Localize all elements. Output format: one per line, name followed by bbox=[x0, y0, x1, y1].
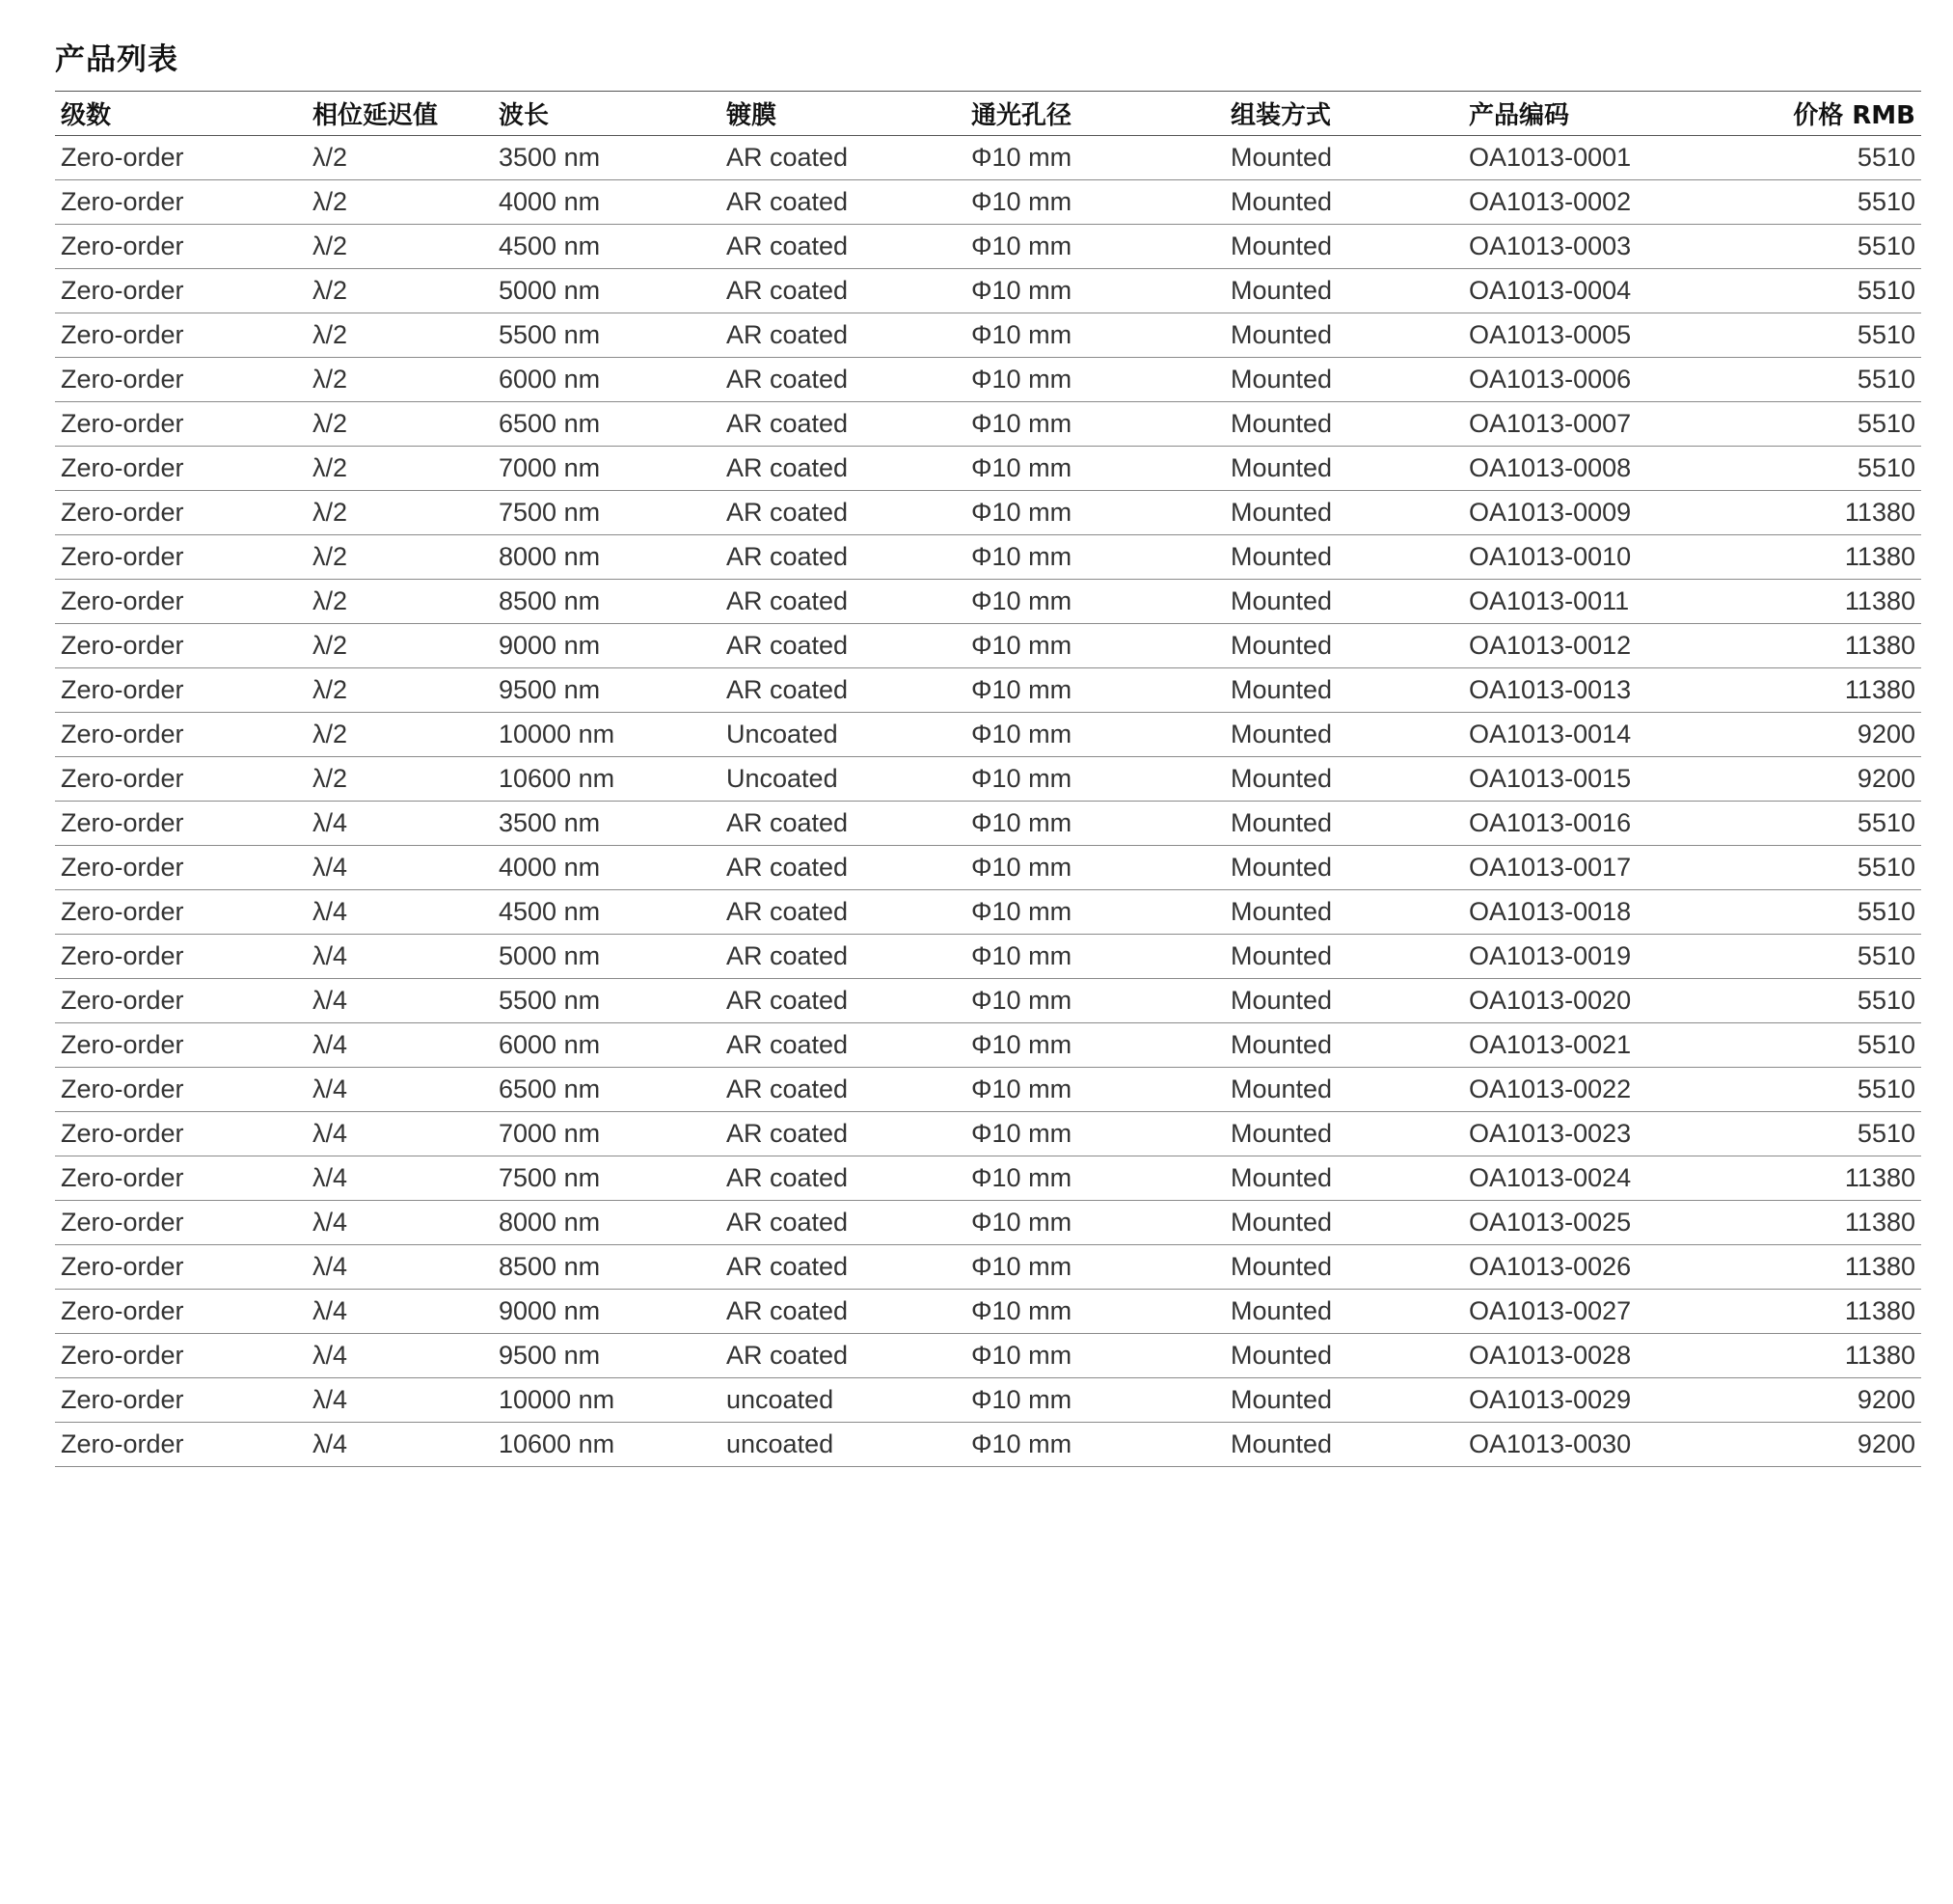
cell-wavelength: 6500 nm bbox=[493, 402, 720, 447]
cell-price: 11380 bbox=[1738, 1290, 1921, 1334]
cell-price: 11380 bbox=[1738, 1156, 1921, 1201]
cell-retardance: λ/2 bbox=[307, 624, 493, 668]
cell-coating: AR coated bbox=[720, 1156, 965, 1201]
cell-wavelength: 7000 nm bbox=[493, 447, 720, 491]
table-row bbox=[55, 180, 1921, 225]
cell-wavelength: 7000 nm bbox=[493, 1112, 720, 1156]
cell-order: Zero-order bbox=[55, 491, 307, 535]
cell-product-code: OA1013-0005 bbox=[1463, 313, 1738, 358]
cell-product-code: OA1013-0028 bbox=[1463, 1334, 1738, 1378]
cell-aperture: Φ10 mm bbox=[965, 402, 1225, 447]
cell-order: Zero-order bbox=[55, 313, 307, 358]
table-row bbox=[55, 890, 1921, 935]
table-row bbox=[55, 313, 1921, 358]
cell-retardance: λ/4 bbox=[307, 935, 493, 979]
cell-order: Zero-order bbox=[55, 624, 307, 668]
table-row bbox=[55, 802, 1921, 846]
cell-coating: AR coated bbox=[720, 1068, 965, 1112]
cell-product-code: OA1013-0020 bbox=[1463, 979, 1738, 1023]
table-row bbox=[55, 1334, 1921, 1378]
cell-retardance: λ/4 bbox=[307, 1068, 493, 1112]
cell-coating: Uncoated bbox=[720, 713, 965, 757]
cell-order: Zero-order bbox=[55, 580, 307, 624]
cell-retardance: λ/4 bbox=[307, 1290, 493, 1334]
cell-wavelength: 10600 nm bbox=[493, 1423, 720, 1467]
table-header bbox=[55, 92, 1921, 136]
cell-coating: AR coated bbox=[720, 447, 965, 491]
cell-retardance: λ/2 bbox=[307, 491, 493, 535]
cell-order: Zero-order bbox=[55, 1378, 307, 1423]
cell-retardance: λ/4 bbox=[307, 1378, 493, 1423]
cell-wavelength: 9500 nm bbox=[493, 1334, 720, 1378]
cell-aperture: Φ10 mm bbox=[965, 180, 1225, 225]
table-row bbox=[55, 491, 1921, 535]
cell-mounting: Mounted bbox=[1225, 1112, 1463, 1156]
cell-product-code: OA1013-0010 bbox=[1463, 535, 1738, 580]
cell-product-code: OA1013-0025 bbox=[1463, 1201, 1738, 1245]
column-header-product-code: 产品编码 bbox=[1463, 92, 1738, 136]
cell-retardance: λ/4 bbox=[307, 802, 493, 846]
cell-mounting: Mounted bbox=[1225, 713, 1463, 757]
cell-order: Zero-order bbox=[55, 1068, 307, 1112]
cell-wavelength: 8000 nm bbox=[493, 1201, 720, 1245]
cell-order: Zero-order bbox=[55, 358, 307, 402]
cell-coating: Uncoated bbox=[720, 757, 965, 802]
cell-order: Zero-order bbox=[55, 535, 307, 580]
cell-aperture: Φ10 mm bbox=[965, 313, 1225, 358]
cell-wavelength: 8500 nm bbox=[493, 1245, 720, 1290]
cell-wavelength: 5500 nm bbox=[493, 313, 720, 358]
cell-coating: AR coated bbox=[720, 1112, 965, 1156]
cell-retardance: λ/2 bbox=[307, 136, 493, 180]
cell-coating: AR coated bbox=[720, 535, 965, 580]
table-row bbox=[55, 1290, 1921, 1334]
table-row bbox=[55, 935, 1921, 979]
cell-retardance: λ/2 bbox=[307, 757, 493, 802]
table-row bbox=[55, 447, 1921, 491]
cell-aperture: Φ10 mm bbox=[965, 802, 1225, 846]
cell-retardance: λ/4 bbox=[307, 1334, 493, 1378]
column-header-coating: 镀膜 bbox=[720, 92, 965, 136]
column-header-wavelength: 波长 bbox=[493, 92, 720, 136]
cell-retardance: λ/2 bbox=[307, 402, 493, 447]
table-body bbox=[55, 136, 1921, 1467]
cell-aperture: Φ10 mm bbox=[965, 624, 1225, 668]
cell-coating: AR coated bbox=[720, 269, 965, 313]
cell-order: Zero-order bbox=[55, 846, 307, 890]
cell-mounting: Mounted bbox=[1225, 757, 1463, 802]
cell-product-code: OA1013-0026 bbox=[1463, 1245, 1738, 1290]
cell-order: Zero-order bbox=[55, 447, 307, 491]
cell-retardance: λ/2 bbox=[307, 713, 493, 757]
cell-retardance: λ/4 bbox=[307, 846, 493, 890]
cell-wavelength: 6000 nm bbox=[493, 358, 720, 402]
cell-aperture: Φ10 mm bbox=[965, 1023, 1225, 1068]
cell-product-code: OA1013-0006 bbox=[1463, 358, 1738, 402]
column-header-mounting: 组装方式 bbox=[1225, 92, 1463, 136]
cell-retardance: λ/4 bbox=[307, 1201, 493, 1245]
cell-order: Zero-order bbox=[55, 757, 307, 802]
cell-retardance: λ/2 bbox=[307, 269, 493, 313]
cell-order: Zero-order bbox=[55, 1290, 307, 1334]
table-row bbox=[55, 757, 1921, 802]
cell-product-code: OA1013-0003 bbox=[1463, 225, 1738, 269]
cell-product-code: OA1013-0016 bbox=[1463, 802, 1738, 846]
cell-wavelength: 7500 nm bbox=[493, 491, 720, 535]
cell-aperture: Φ10 mm bbox=[965, 979, 1225, 1023]
cell-aperture: Φ10 mm bbox=[965, 757, 1225, 802]
column-header-retardance: 相位延迟值 bbox=[307, 92, 493, 136]
cell-wavelength: 5500 nm bbox=[493, 979, 720, 1023]
cell-product-code: OA1013-0013 bbox=[1463, 668, 1738, 713]
cell-wavelength: 9000 nm bbox=[493, 624, 720, 668]
cell-wavelength: 9500 nm bbox=[493, 668, 720, 713]
table-row bbox=[55, 1068, 1921, 1112]
cell-mounting: Mounted bbox=[1225, 1023, 1463, 1068]
cell-aperture: Φ10 mm bbox=[965, 580, 1225, 624]
product-table bbox=[55, 91, 1921, 1467]
cell-aperture: Φ10 mm bbox=[965, 846, 1225, 890]
cell-product-code: OA1013-0030 bbox=[1463, 1423, 1738, 1467]
cell-aperture: Φ10 mm bbox=[965, 1334, 1225, 1378]
cell-mounting: Mounted bbox=[1225, 358, 1463, 402]
cell-mounting: Mounted bbox=[1225, 447, 1463, 491]
cell-aperture: Φ10 mm bbox=[965, 713, 1225, 757]
cell-mounting: Mounted bbox=[1225, 1290, 1463, 1334]
cell-coating: AR coated bbox=[720, 358, 965, 402]
table-row bbox=[55, 358, 1921, 402]
table-row bbox=[55, 624, 1921, 668]
table-row bbox=[55, 402, 1921, 447]
cell-price: 5510 bbox=[1738, 890, 1921, 935]
cell-mounting: Mounted bbox=[1225, 180, 1463, 225]
cell-price: 9200 bbox=[1738, 1378, 1921, 1423]
cell-price: 11380 bbox=[1738, 1201, 1921, 1245]
cell-retardance: λ/4 bbox=[307, 1423, 493, 1467]
cell-aperture: Φ10 mm bbox=[965, 225, 1225, 269]
cell-price: 5510 bbox=[1738, 225, 1921, 269]
cell-mounting: Mounted bbox=[1225, 1201, 1463, 1245]
cell-wavelength: 5000 nm bbox=[493, 269, 720, 313]
cell-product-code: OA1013-0008 bbox=[1463, 447, 1738, 491]
cell-price: 11380 bbox=[1738, 668, 1921, 713]
cell-product-code: OA1013-0009 bbox=[1463, 491, 1738, 535]
cell-retardance: λ/4 bbox=[307, 979, 493, 1023]
cell-product-code: OA1013-0007 bbox=[1463, 402, 1738, 447]
cell-aperture: Φ10 mm bbox=[965, 1423, 1225, 1467]
cell-price: 5510 bbox=[1738, 1023, 1921, 1068]
cell-product-code: OA1013-0021 bbox=[1463, 1023, 1738, 1068]
cell-aperture: Φ10 mm bbox=[965, 1290, 1225, 1334]
cell-mounting: Mounted bbox=[1225, 890, 1463, 935]
cell-order: Zero-order bbox=[55, 713, 307, 757]
cell-wavelength: 10600 nm bbox=[493, 757, 720, 802]
table-row bbox=[55, 580, 1921, 624]
cell-aperture: Φ10 mm bbox=[965, 668, 1225, 713]
cell-product-code: OA1013-0022 bbox=[1463, 1068, 1738, 1112]
cell-aperture: Φ10 mm bbox=[965, 1156, 1225, 1201]
cell-mounting: Mounted bbox=[1225, 1245, 1463, 1290]
cell-retardance: λ/4 bbox=[307, 1023, 493, 1068]
cell-price: 11380 bbox=[1738, 1245, 1921, 1290]
cell-wavelength: 4500 nm bbox=[493, 890, 720, 935]
cell-order: Zero-order bbox=[55, 269, 307, 313]
cell-retardance: λ/4 bbox=[307, 1112, 493, 1156]
cell-coating: uncoated bbox=[720, 1423, 965, 1467]
cell-wavelength: 6500 nm bbox=[493, 1068, 720, 1112]
cell-aperture: Φ10 mm bbox=[965, 447, 1225, 491]
cell-aperture: Φ10 mm bbox=[965, 1068, 1225, 1112]
cell-price: 5510 bbox=[1738, 1112, 1921, 1156]
cell-price: 11380 bbox=[1738, 1334, 1921, 1378]
cell-price: 5510 bbox=[1738, 979, 1921, 1023]
cell-order: Zero-order bbox=[55, 1023, 307, 1068]
cell-aperture: Φ10 mm bbox=[965, 491, 1225, 535]
cell-product-code: OA1013-0017 bbox=[1463, 846, 1738, 890]
cell-price: 5510 bbox=[1738, 269, 1921, 313]
cell-retardance: λ/4 bbox=[307, 890, 493, 935]
page-title: 产品列表 bbox=[55, 42, 178, 77]
cell-product-code: OA1013-0012 bbox=[1463, 624, 1738, 668]
table-header-row bbox=[55, 92, 1921, 136]
cell-product-code: OA1013-0023 bbox=[1463, 1112, 1738, 1156]
cell-coating: AR coated bbox=[720, 313, 965, 358]
cell-price: 5510 bbox=[1738, 180, 1921, 225]
cell-price: 11380 bbox=[1738, 624, 1921, 668]
cell-coating: AR coated bbox=[720, 225, 965, 269]
cell-coating: AR coated bbox=[720, 668, 965, 713]
cell-retardance: λ/2 bbox=[307, 180, 493, 225]
cell-retardance: λ/4 bbox=[307, 1156, 493, 1201]
table-row bbox=[55, 979, 1921, 1023]
table-row bbox=[55, 1378, 1921, 1423]
cell-price: 5510 bbox=[1738, 447, 1921, 491]
cell-wavelength: 10000 nm bbox=[493, 1378, 720, 1423]
cell-aperture: Φ10 mm bbox=[965, 358, 1225, 402]
cell-order: Zero-order bbox=[55, 1156, 307, 1201]
cell-order: Zero-order bbox=[55, 1423, 307, 1467]
cell-mounting: Mounted bbox=[1225, 313, 1463, 358]
table-row bbox=[55, 535, 1921, 580]
table-row bbox=[55, 1156, 1921, 1201]
cell-product-code: OA1013-0014 bbox=[1463, 713, 1738, 757]
cell-price: 11380 bbox=[1738, 580, 1921, 624]
table-row bbox=[55, 846, 1921, 890]
cell-wavelength: 4500 nm bbox=[493, 225, 720, 269]
cell-retardance: λ/2 bbox=[307, 580, 493, 624]
cell-product-code: OA1013-0004 bbox=[1463, 269, 1738, 313]
cell-retardance: λ/2 bbox=[307, 313, 493, 358]
cell-aperture: Φ10 mm bbox=[965, 1245, 1225, 1290]
cell-retardance: λ/2 bbox=[307, 225, 493, 269]
cell-mounting: Mounted bbox=[1225, 935, 1463, 979]
cell-product-code: OA1013-0011 bbox=[1463, 580, 1738, 624]
table-row bbox=[55, 136, 1921, 180]
cell-mounting: Mounted bbox=[1225, 1334, 1463, 1378]
cell-mounting: Mounted bbox=[1225, 1156, 1463, 1201]
cell-mounting: Mounted bbox=[1225, 624, 1463, 668]
column-header-order: 级数 bbox=[55, 92, 307, 136]
cell-order: Zero-order bbox=[55, 1112, 307, 1156]
cell-coating: AR coated bbox=[720, 1245, 965, 1290]
cell-price: 11380 bbox=[1738, 491, 1921, 535]
column-header-aperture: 通光孔径 bbox=[965, 92, 1225, 136]
table-row bbox=[55, 269, 1921, 313]
cell-order: Zero-order bbox=[55, 935, 307, 979]
cell-product-code: OA1013-0024 bbox=[1463, 1156, 1738, 1201]
cell-coating: AR coated bbox=[720, 1201, 965, 1245]
cell-order: Zero-order bbox=[55, 1201, 307, 1245]
cell-mounting: Mounted bbox=[1225, 1423, 1463, 1467]
cell-aperture: Φ10 mm bbox=[965, 136, 1225, 180]
cell-order: Zero-order bbox=[55, 225, 307, 269]
cell-mounting: Mounted bbox=[1225, 402, 1463, 447]
cell-coating: uncoated bbox=[720, 1378, 965, 1423]
cell-mounting: Mounted bbox=[1225, 136, 1463, 180]
cell-price: 5510 bbox=[1738, 402, 1921, 447]
cell-aperture: Φ10 mm bbox=[965, 1112, 1225, 1156]
cell-coating: AR coated bbox=[720, 580, 965, 624]
cell-coating: AR coated bbox=[720, 491, 965, 535]
table-row bbox=[55, 225, 1921, 269]
cell-wavelength: 3500 nm bbox=[493, 136, 720, 180]
cell-coating: AR coated bbox=[720, 846, 965, 890]
cell-coating: AR coated bbox=[720, 1290, 965, 1334]
cell-wavelength: 8000 nm bbox=[493, 535, 720, 580]
table-row bbox=[55, 1023, 1921, 1068]
cell-price: 5510 bbox=[1738, 358, 1921, 402]
cell-product-code: OA1013-0029 bbox=[1463, 1378, 1738, 1423]
cell-wavelength: 5000 nm bbox=[493, 935, 720, 979]
cell-product-code: OA1013-0002 bbox=[1463, 180, 1738, 225]
cell-order: Zero-order bbox=[55, 979, 307, 1023]
cell-price: 5510 bbox=[1738, 136, 1921, 180]
cell-aperture: Φ10 mm bbox=[965, 1378, 1225, 1423]
cell-wavelength: 4000 nm bbox=[493, 846, 720, 890]
cell-coating: AR coated bbox=[720, 979, 965, 1023]
cell-price: 5510 bbox=[1738, 846, 1921, 890]
cell-price: 5510 bbox=[1738, 935, 1921, 979]
table-row bbox=[55, 668, 1921, 713]
cell-mounting: Mounted bbox=[1225, 668, 1463, 713]
table-row bbox=[55, 1245, 1921, 1290]
cell-aperture: Φ10 mm bbox=[965, 935, 1225, 979]
cell-mounting: Mounted bbox=[1225, 979, 1463, 1023]
cell-order: Zero-order bbox=[55, 136, 307, 180]
cell-retardance: λ/4 bbox=[307, 1245, 493, 1290]
cell-price: 9200 bbox=[1738, 713, 1921, 757]
cell-order: Zero-order bbox=[55, 890, 307, 935]
cell-aperture: Φ10 mm bbox=[965, 1201, 1225, 1245]
cell-retardance: λ/2 bbox=[307, 447, 493, 491]
cell-wavelength: 8500 nm bbox=[493, 580, 720, 624]
cell-wavelength: 4000 nm bbox=[493, 180, 720, 225]
cell-mounting: Mounted bbox=[1225, 1378, 1463, 1423]
cell-coating: AR coated bbox=[720, 890, 965, 935]
column-header-price: 价格 RMB bbox=[1738, 92, 1921, 136]
cell-mounting: Mounted bbox=[1225, 580, 1463, 624]
cell-mounting: Mounted bbox=[1225, 491, 1463, 535]
cell-price: 9200 bbox=[1738, 1423, 1921, 1467]
cell-price: 9200 bbox=[1738, 757, 1921, 802]
cell-order: Zero-order bbox=[55, 1245, 307, 1290]
cell-product-code: OA1013-0019 bbox=[1463, 935, 1738, 979]
cell-price: 11380 bbox=[1738, 535, 1921, 580]
cell-order: Zero-order bbox=[55, 402, 307, 447]
cell-order: Zero-order bbox=[55, 668, 307, 713]
cell-mounting: Mounted bbox=[1225, 535, 1463, 580]
cell-coating: AR coated bbox=[720, 1023, 965, 1068]
table-row bbox=[55, 1423, 1921, 1467]
cell-retardance: λ/2 bbox=[307, 535, 493, 580]
cell-retardance: λ/2 bbox=[307, 358, 493, 402]
cell-retardance: λ/2 bbox=[307, 668, 493, 713]
cell-product-code: OA1013-0018 bbox=[1463, 890, 1738, 935]
cell-product-code: OA1013-0027 bbox=[1463, 1290, 1738, 1334]
cell-aperture: Φ10 mm bbox=[965, 269, 1225, 313]
cell-aperture: Φ10 mm bbox=[965, 535, 1225, 580]
cell-mounting: Mounted bbox=[1225, 1068, 1463, 1112]
table-row bbox=[55, 713, 1921, 757]
cell-coating: AR coated bbox=[720, 1334, 965, 1378]
table-row bbox=[55, 1112, 1921, 1156]
cell-mounting: Mounted bbox=[1225, 846, 1463, 890]
cell-coating: AR coated bbox=[720, 802, 965, 846]
cell-wavelength: 9000 nm bbox=[493, 1290, 720, 1334]
cell-coating: AR coated bbox=[720, 935, 965, 979]
cell-aperture: Φ10 mm bbox=[965, 890, 1225, 935]
cell-price: 5510 bbox=[1738, 313, 1921, 358]
cell-coating: AR coated bbox=[720, 180, 965, 225]
cell-wavelength: 10000 nm bbox=[493, 713, 720, 757]
cell-wavelength: 6000 nm bbox=[493, 1023, 720, 1068]
cell-order: Zero-order bbox=[55, 1334, 307, 1378]
cell-price: 5510 bbox=[1738, 1068, 1921, 1112]
cell-mounting: Mounted bbox=[1225, 802, 1463, 846]
cell-order: Zero-order bbox=[55, 180, 307, 225]
cell-product-code: OA1013-0015 bbox=[1463, 757, 1738, 802]
cell-price: 5510 bbox=[1738, 802, 1921, 846]
cell-coating: AR coated bbox=[720, 624, 965, 668]
cell-mounting: Mounted bbox=[1225, 225, 1463, 269]
cell-mounting: Mounted bbox=[1225, 269, 1463, 313]
cell-wavelength: 7500 nm bbox=[493, 1156, 720, 1201]
cell-coating: AR coated bbox=[720, 136, 965, 180]
cell-coating: AR coated bbox=[720, 402, 965, 447]
table-row bbox=[55, 1201, 1921, 1245]
cell-order: Zero-order bbox=[55, 802, 307, 846]
cell-product-code: OA1013-0001 bbox=[1463, 136, 1738, 180]
cell-wavelength: 3500 nm bbox=[493, 802, 720, 846]
